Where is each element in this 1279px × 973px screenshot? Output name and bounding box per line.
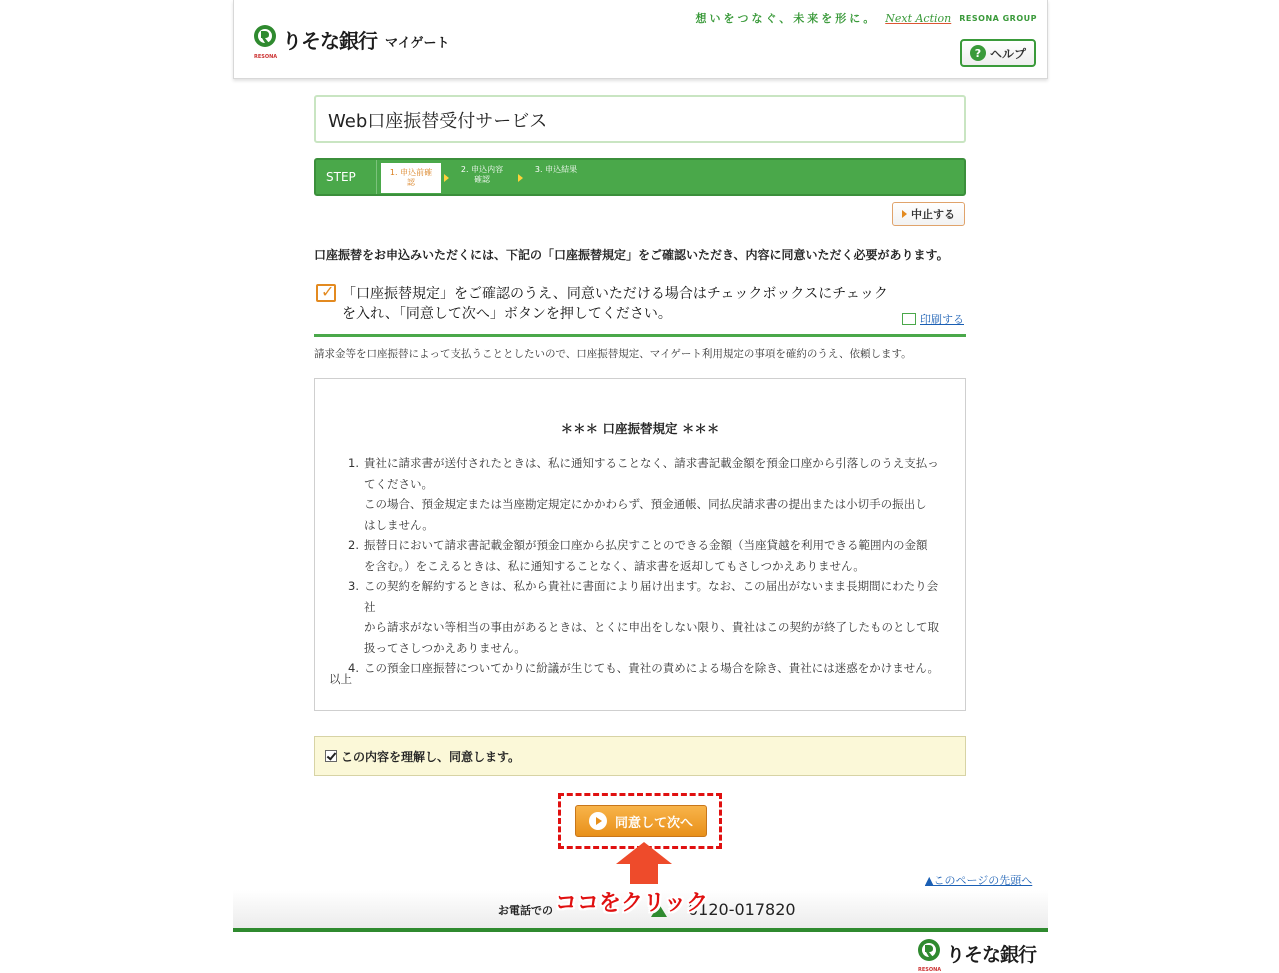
phone-number: 0120-017820 xyxy=(688,900,796,919)
term-item xyxy=(348,535,948,576)
instruction-line-1: 「口座振替規定」をご確認のうえ、同意いただける場合はチェックボックスにチェック xyxy=(342,286,888,302)
step-1-label-cont: 認 xyxy=(407,178,415,187)
page-top-link[interactable]: ▲このページの先頭へ xyxy=(925,874,1033,887)
page xyxy=(233,0,1048,973)
terms-title: ＊＊＊ 口座振替規定 ＊＊＊ xyxy=(560,421,720,436)
agree-checkbox[interactable] xyxy=(325,750,337,762)
term-line: から請求がない等相当の事由があるときは、とくに申出をしない限り、貴社はこの契約が終了したものとして取 xyxy=(364,620,939,634)
phone-label: お電話での xyxy=(498,904,553,917)
terms-end: 以上 xyxy=(329,672,352,686)
annotation-highlight-box xyxy=(558,793,722,849)
term-item xyxy=(348,576,948,658)
step-1-active xyxy=(381,163,441,193)
help-button[interactable] xyxy=(960,39,1036,67)
term-number: 2. xyxy=(348,538,359,552)
click-annotation: ココをクリック xyxy=(555,891,709,916)
step-2-label-cont: 確認 xyxy=(474,175,490,184)
checkmark-icon: ✓ xyxy=(316,284,336,302)
instruction-line-2: を入れ、「同意して次へ」ボタンを押してください。 xyxy=(342,306,672,322)
logo-name: りそな銀行 xyxy=(282,28,377,53)
agreement-description: 請求金等を口座振替によって支払うこととしたいので、口座振替規定、マイゲート利用規定の事項を確約のうえ、依頼します。 xyxy=(314,348,912,360)
term-line: 貴社に請求書が送付されたときは、私に通知することなく、請求書記載金額を預金口座から引落しのうえ支払っ xyxy=(364,456,939,470)
logo-resona-text: RESONA xyxy=(254,54,278,60)
term-item xyxy=(348,658,948,679)
terms-box[interactable] xyxy=(314,378,966,711)
agree-checkbox-label: この内容を理解し、同意します。 xyxy=(341,749,521,764)
logo-subtitle: マイゲート xyxy=(385,35,450,51)
term-line: この契約を解約するときは、私から貴社に書面により届け出ます。なお、この届出がないまま長期間にわたり会社 xyxy=(364,579,939,614)
term-line: 扱ってさしつかえありません。 xyxy=(364,640,526,655)
instruction-block xyxy=(314,282,966,337)
print-link[interactable] xyxy=(902,311,964,327)
resona-logo[interactable] xyxy=(252,24,450,60)
page-title: Web口座振替受付サービス xyxy=(314,95,966,143)
step-arrow-icon xyxy=(518,174,523,182)
play-circle-icon xyxy=(589,812,607,830)
tagline-text: 想いをつなぐ、未来を形に。 xyxy=(695,12,878,25)
term-number: 3. xyxy=(348,579,359,593)
term-item xyxy=(348,453,948,535)
printer-icon xyxy=(902,313,916,325)
term-number: 1. xyxy=(348,456,359,470)
step-1-label: 1. 申込前確 xyxy=(389,168,433,177)
step-indicator xyxy=(314,158,966,196)
intro-text: 口座振替をお申込みいただくには、下記の「口座振替規定」をご確認いただき、内容に同意いただく必要があります。 xyxy=(314,248,949,262)
help-icon: ? xyxy=(970,45,986,61)
term-line: はしません。 xyxy=(364,517,434,532)
annotation-arrow-icon xyxy=(616,842,672,890)
resona-logo-icon xyxy=(252,24,278,54)
step-arrow-icon xyxy=(444,174,449,182)
resona-group-text: RESONA GROUP xyxy=(959,13,1037,23)
term-number: 4. xyxy=(348,661,359,675)
next-action-logo: Next Action xyxy=(885,11,952,25)
step-3-label: 3. 申込結果 xyxy=(534,165,578,174)
play-icon xyxy=(902,210,907,218)
print-link-label: 印刷する xyxy=(920,313,964,326)
footer-divider xyxy=(233,928,1048,932)
tagline xyxy=(695,10,1037,26)
step-divider xyxy=(376,160,377,194)
term-line: てください。 xyxy=(364,476,433,491)
agree-next-button-label: 同意して次へ xyxy=(614,815,693,831)
resona-logo-icon xyxy=(916,938,942,968)
site-header xyxy=(233,0,1048,79)
step-3 xyxy=(530,165,582,175)
footer-logo-name: りそな銀行 xyxy=(946,943,1037,966)
agree-next-button[interactable] xyxy=(575,805,707,837)
term-line: を含む。）をこえるときは、私に通知することなく、請求書を返却してもさしつかえありません。 xyxy=(364,558,865,573)
step-2 xyxy=(456,165,508,185)
footer-logo xyxy=(916,938,1037,973)
help-button-label: ヘルプ xyxy=(989,46,1026,61)
cancel-button-label: 中止する xyxy=(911,208,955,221)
step-label: STEP xyxy=(326,170,356,184)
logo-resona-text: RESONA xyxy=(918,967,942,973)
term-line: この預金口座振替についてかりに紛議が生じても、貴社の責めによる場合を除き、貴社には迷惑をかけません。 xyxy=(364,661,939,675)
terms-list xyxy=(348,453,948,679)
instruction-text xyxy=(342,284,888,324)
term-line: 振替日において請求書記載金額が預金口座から払戻すことのできる金額（当座貸越を利用できる範囲内の金額 xyxy=(364,538,928,552)
step-2-label: 2. 申込内容 xyxy=(460,165,504,174)
cancel-button[interactable] xyxy=(892,202,965,226)
agree-checkbox-row[interactable] xyxy=(314,736,966,776)
term-line: この場合、預金規定または当座勘定規定にかかわらず、預金通帳、同払戻請求書の提出または小切手の振出し xyxy=(364,497,927,511)
